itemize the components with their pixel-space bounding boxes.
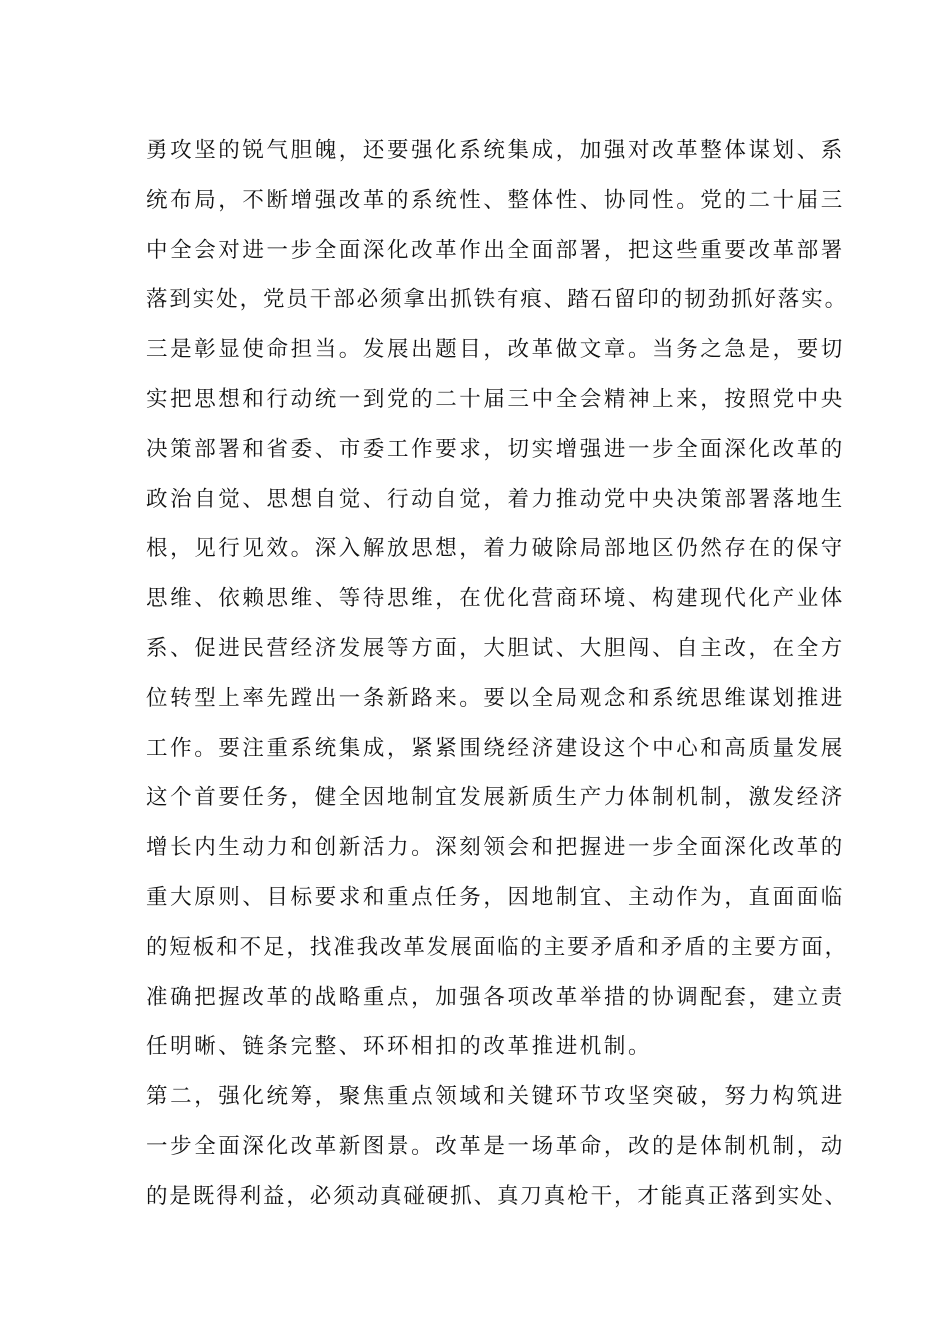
text-line: 三是彰显使命担当。发展出题目，改革做文章。当务之急是，要切 [146,337,845,363]
text-line: 根，见行见效。深入解放思想，着力破除局部地区仍然存在的保守 [146,536,845,562]
text-line: 实把思想和行动统一到党的二十届三中全会精神上来，按照党中央 [146,386,845,412]
text-line: 决策部署和省委、市委工作要求，切实增强进一步全面深化改革的 [146,436,845,462]
text-line: 增长内生动力和创新活力。深刻领会和把握进一步全面深化改革的 [146,835,845,861]
text-line: 中全会对进一步全面深化改革作出全面部署，把这些重要改革部署 [146,237,845,263]
text-line: 统布局，不断增强改革的系统性、整体性、协同性。党的二十届三 [146,187,845,213]
text-line: 任明晰、链条完整、环环相扣的改革推进机制。 [146,1034,653,1060]
text-line: 这个首要任务，健全因地制宜发展新质生产力体制机制，激发经济 [146,785,845,811]
text-line: 工作。要注重系统集成，紧紧围绕经济建设这个中心和高质量发展 [146,735,845,761]
text-line: 位转型上率先蹚出一条新路来。要以全局观念和系统思维谋划推进 [146,685,845,711]
text-line: 政治自觉、思想自觉、行动自觉，着力推动党中央决策部署落地生 [146,486,845,512]
text-line: 准确把握改革的战略重点，加强各项改革举措的协调配套，建立责 [146,984,845,1010]
text-line: 落到实处，党员干部必须拿出抓铁有痕、踏石留印的韧劲抓好落实。 [146,287,849,313]
text-line: 勇攻坚的锐气胆魄，还要强化系统集成，加强对改革整体谋划、系 [146,138,845,163]
text-line: 思维、依赖思维、等待思维，在优化营商环境、构建现代化产业体 [146,586,845,612]
text-line: 系、促进民营经济发展等方面，大胆试、大胆闯、自主改，在全方 [146,635,845,661]
text-line: 一步全面深化改革新图景。改革是一场革命，改的是体制机制，动 [146,1133,845,1159]
text-line: 第二，强化统筹，聚焦重点领域和关键环节攻坚突破，努力构筑进 [146,1084,845,1110]
text-line: 重大原则、目标要求和重点任务，因地制宜、主动作为，直面面临 [146,884,845,910]
text-line: 的短板和不足，找准我改革发展面临的主要矛盾和矛盾的主要方面， [146,934,849,960]
document-body [146,131,849,1227]
text-line: 的是既得利益，必须动真碰硬抓、真刀真枪干，才能真正落到实处、 [146,1183,849,1209]
